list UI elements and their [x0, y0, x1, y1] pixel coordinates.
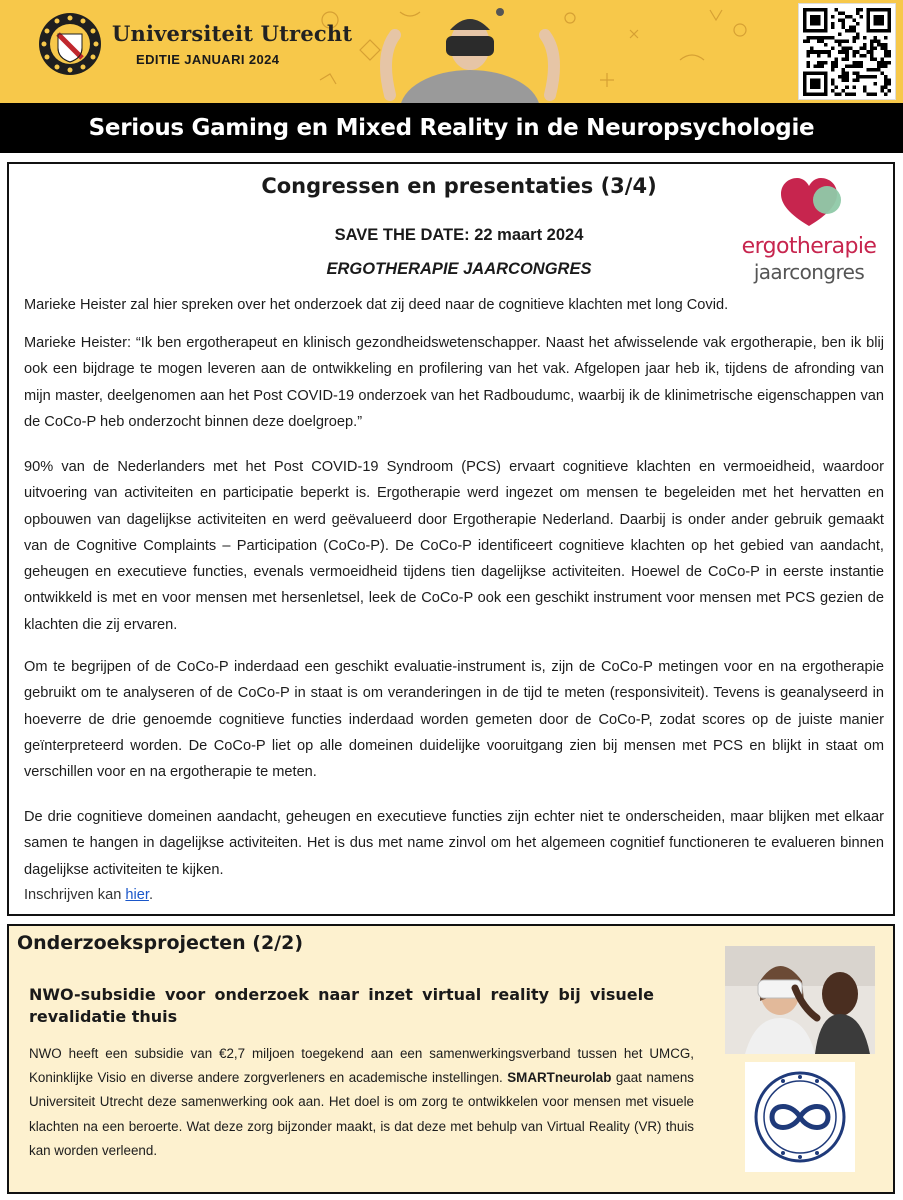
paragraph-quote: Marieke Heister: “Ik ben ergotherapeut en klinisch gezondheidswetenschapper. Naast het afwisselende vak ergotherapie, ben ik blij ook een bijdrage te mogen leveren aan de ontwikkeling en profilering van het vak. Afgelopen jaar heb ik, tijdens de afronding van mijn master, deelgenomen aan het Post COVID-19 onderzoek van het Radboudumc, waarbij ik de klinimetrische eigenschappen van de CoCo-P heb onderzocht binnen deze doelgroep.” — [24, 335, 884, 430]
logo-jaarcongres-text: jaarcongres — [753, 260, 865, 284]
university-seal-icon — [38, 12, 102, 76]
university-logo[interactable] — [38, 12, 352, 76]
heart-speech-icon — [729, 174, 889, 234]
vr-illustration — [300, 0, 790, 103]
article-headline: NWO-subsidie voor onderzoek naar inzet virtual reality bij visuele revalidatie thuis — [29, 985, 654, 1026]
signup-text: Inschrijven kan — [24, 887, 126, 903]
paragraph-intro: Marieke Heister zal hier spreken over het onderzoek dat zij deed naar de cognitieve klachten met long Covid. — [24, 297, 729, 313]
paragraph-coco-p: Om te begrijpen of de CoCo-P inderdaad een geschikt evaluatie-instrument is, zijn de CoCo-P metingen voor en na ergotherapie gebruikt om te analyseren of de CoCo-P in staat is om veranderingen in de tijd te meten (responsiviteit). Tevens is geanalyseerd in hoeverre de drie genoemde cognitieve functies inderdaad worden gemeten door de CoCo-P, zodat scores op de juiste manier geïnterpreteerd worden. De CoCo-P liet op alle domeinen duidelijke vooruitgang zien bij mensen met PCS en blijkt in staat om verschillen voor en na ergotherapie te meten. — [24, 659, 884, 781]
article-body — [29, 1042, 694, 1163]
signup-period: . — [148, 887, 153, 903]
signup-line — [24, 887, 153, 903]
signup-link[interactable]: hier — [125, 887, 149, 903]
section-title: Onderzoeksprojecten (2/2) — [17, 932, 304, 954]
header-banner — [0, 0, 903, 103]
paragraph-domains: De drie cognitieve domeinen aandacht, geheugen en executieve functies zijn echter niet te onderscheiden, maar blijken met elkaar samen te hangen in dagelijkse activiteiten. Het is dus met name zinvol om het algemeen cognitief functioneren te evalueren binnen dagelijkse activiteiten te kijken. — [24, 809, 884, 878]
edition-label: EDITIE JANUARI 2024 — [136, 52, 280, 67]
vr-headset-photo — [725, 946, 875, 1054]
article-body-part1: NWO heeft een subsidie van €2,7 miljoen toegekend aan een samenwerkingsverband tussen het UMCG, Koninklijke Visio en diverse andere zorgverleners en academische instellingen. — [29, 1046, 694, 1086]
smartneurolab-name: SMARTneurolab — [507, 1070, 612, 1086]
congress-section — [7, 162, 895, 916]
qr-code-icon — [803, 8, 891, 96]
section-title: Congressen en presentaties (3/4) — [261, 174, 657, 198]
vr-logo-icon — [745, 1062, 855, 1172]
research-section — [7, 924, 895, 1194]
article-body-part2: gaat namens Universiteit Utrecht deze samenwerking ook aan. Het doel is om zorg te ontwikkelen voor mensen met visuele klachten na een beroerte. Wat deze zorg bijzonder maakt, is dat deze met behulp van Virtual Reality (VR) thuis kan worden verleend. — [29, 1070, 694, 1158]
qr-code[interactable] — [798, 3, 896, 100]
newsletter-title: Serious Gaming en Mixed Reality in de Neuropsychologie — [88, 115, 815, 141]
save-the-date: SAVE THE DATE: 22 maart 2024 — [334, 226, 584, 244]
logo-ergotherapie-text: ergotherapie — [741, 234, 877, 259]
newsletter-title-bar — [0, 103, 903, 153]
paragraph-pcs: 90% van de Nederlanders met het Post COVID-19 Syndroom (PCS) ervaart cognitieve klachten en vermoeidheid, waardoor uitvoering van activiteiten en participatie beperkt is. Ergotherapie werd ingezet om mensen te begeleiden met het hervatten en opbouwen van dagelijkse activiteiten en werd geëvalueerd door Ergotherapie Nederland. Daarbij is onder ander gebruik gemaakt van de Cognitive Complaints – Participation (CoCo-P). De CoCo-P identificeert cognitieve klachten op het gebied van aandacht, geheugen en executieve functies, evenals vermoeidheid tijdens tien dagelijkse activiteiten. Hoewel de CoCo-P in eerste instantie ontwikkeld is met en voor mensen met hersenletsel, leek de CoCo-P ook een geschikt instrument voor mensen met PCS gezien de klachten die zij ervaren. — [24, 459, 884, 633]
ergotherapie-logo — [729, 174, 889, 284]
university-name: Universiteit Utrecht — [112, 21, 353, 46]
event-name: ERGOTHERAPIE JAARCONGRES — [326, 260, 592, 278]
